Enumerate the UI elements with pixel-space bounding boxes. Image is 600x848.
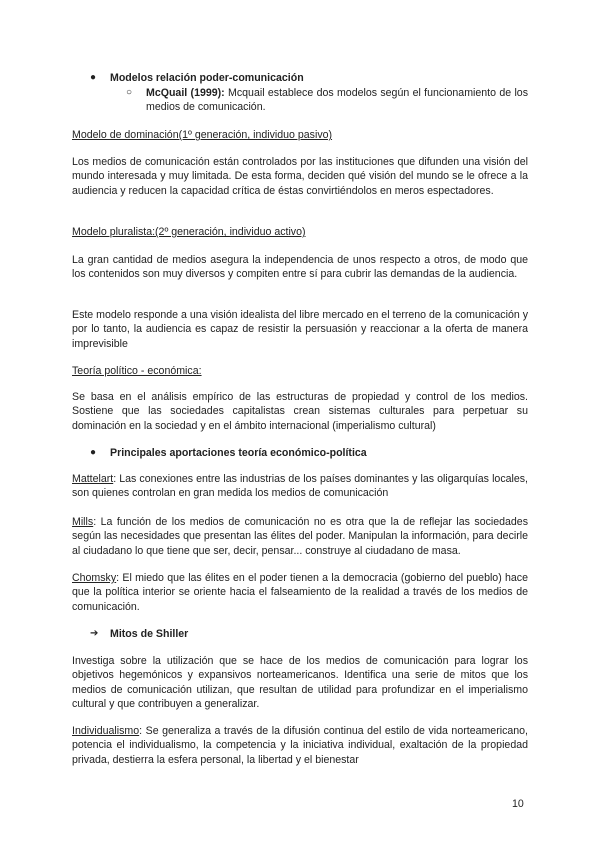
paragraph-mattelart	[72, 472, 528, 501]
paragraph-teoria: Se basa en el análisis empírico de las estructuras de propiedad y control de los medios. Sostiene que las sociedades capitalistas crean sistemas culturales para perpetuar su dominación en la sociedad y en el ámbito internacional (imperialismo cultural)	[72, 391, 528, 432]
chomsky-label: Chomsky	[72, 572, 117, 584]
sub-bullet-item	[126, 86, 528, 115]
mills-label: Mills	[72, 516, 94, 528]
arrow-right-icon: ➔	[90, 628, 99, 639]
chomsky-text: : El miedo que las élites en el poder tienen a la democracia (gobierno del pueblo) hace que la política interior se oriente hacia el falseamiento de la realidad a través de los medios de comunicación.	[72, 572, 528, 613]
page-number: 10	[512, 798, 524, 810]
bullet-dot-icon: ●	[90, 72, 97, 83]
bullet-text: Principales aportaciones teoría económico-política	[110, 447, 367, 459]
heading-pluralista: Modelo pluralista:(2º generación, individuo activo)	[72, 226, 306, 238]
heading-teoria: Teoría político - económica:	[72, 365, 202, 377]
paragraph-chomsky	[72, 571, 528, 614]
bullet-item	[90, 71, 304, 85]
mattelart-text: : Las conexiones entre las industrias de los países dominantes y las oligarquías locales, son quienes controlan en gran medida los medios de comunicación	[72, 473, 528, 500]
bullet-circle-icon: ○	[126, 87, 133, 98]
sub-bullet-text	[146, 86, 528, 115]
heading-dominacion: Modelo de dominación(1º generación, individuo pasivo)	[72, 129, 333, 141]
paragraph-individualismo	[72, 724, 528, 767]
bullet-dot-icon: ●	[90, 447, 97, 458]
mattelart-label: Mattelart	[72, 473, 114, 485]
paragraph-shiller: Investiga sobre la utilización que se hace de los medios de comunicación para lograr los objetivos hegemónicos y expansivos norteamericanos. Identifica una serie de mitos que los medios de comunicación utilizan, que resultan de utilidad para profundizar en el imperialismo cultural y que contribuyen a generalizar.	[72, 655, 528, 711]
bullet-item	[90, 446, 367, 460]
mcquail-label: McQuail (1999):	[146, 87, 225, 99]
mills-text: : La función de los medios de comunicación no es otra que la de reflejar las sociedades según las necesidades que presentan las élites del poder. Manipulan la información, para decirle al ciudadano lo que tiene que ser, decir, pensar... construye al ciudadano de masa.	[72, 516, 528, 557]
individualismo-text: : Se generaliza a través de la difusión continua del estilo de vida norteamericano, potencia el individualismo, la competencia y la iniciativa individual, exaltación de la propiedad privada, destierra la esfera personal, la libertad y el bienestar	[72, 725, 528, 766]
paragraph-mills	[72, 515, 528, 558]
mcquail-text: Mcquail establece dos modelos según el funcionamiento de los medios de comunicación.	[146, 87, 528, 114]
arrow-bullet-item	[90, 627, 188, 641]
paragraph-pluralista-2: Este modelo responde a una visión idealista del libre mercado en el terreno de la comunicación y por lo tanto, la audiencia es capaz de resistir la persuasión y reaccionar a la oferta de manera imprevisible	[72, 309, 528, 350]
paragraph-pluralista-1: La gran cantidad de medios asegura la independencia de unos respecto a otros, de modo que los contenidos son muy diversos y compiten entre sí para cubrir las demandas de la audiencia.	[72, 254, 528, 281]
paragraph-dominacion: Los medios de comunicación están controlados por las instituciones que difunden una visión del mundo interesada y muy limitada. De esta forma, deciden qué visión del mundo se le ofrece a la audiencia y reducen la capacidad crítica de éstas convirtiéndolos en meros espectadores.	[72, 156, 528, 197]
bullet-text: Modelos relación poder-comunicación	[110, 72, 304, 84]
arrow-bullet-text: Mitos de Shiller	[110, 628, 189, 640]
individualismo-label: Individualismo	[72, 725, 140, 737]
